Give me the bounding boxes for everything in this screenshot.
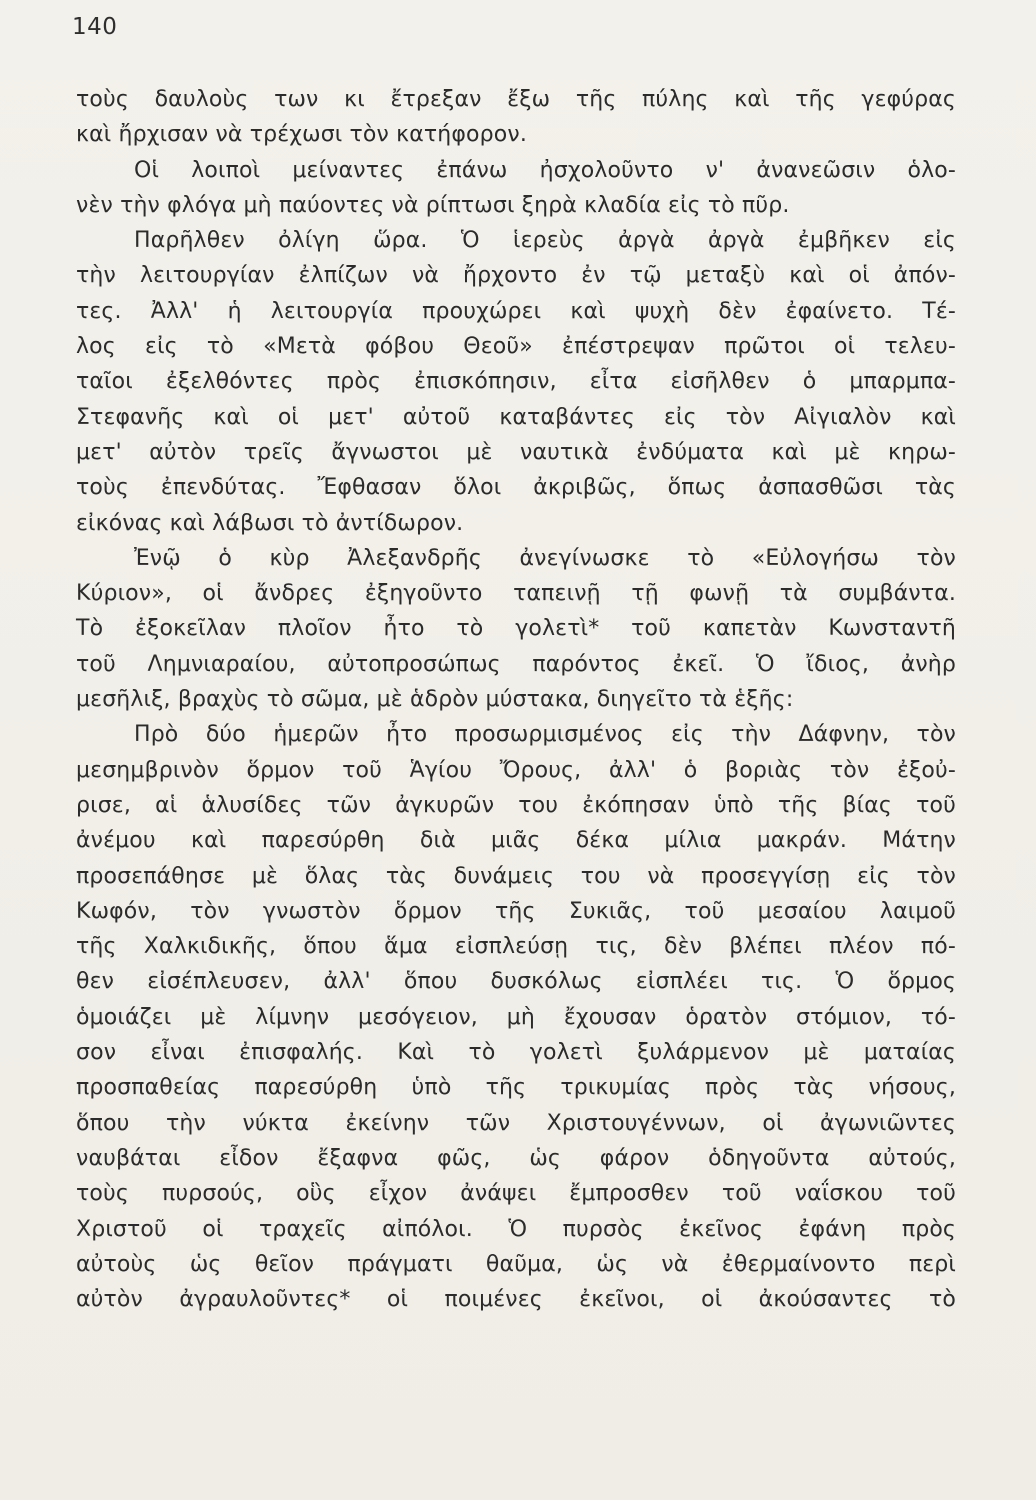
text-line: τῆς Χαλκιδικῆς, ὅπου ἅμα εἰσπλεύσῃ τις, δὲν βλέπει πλέον πό- [76,934,956,960]
text-line: Ἐνῷ ὁ κὺρ Ἀλεξανδρῆς ἀνεγίνωσκε τὸ «Εὐλογήσω τὸν [134,545,956,571]
text-line: Χριστοῦ οἱ τραχεῖς αἰπόλοι. Ὁ πυρσὸς ἐκεῖνος ἐφάνη πρὸς [76,1216,956,1242]
text-line: Οἱ λοιποὶ μείναντες ἐπάνω ἠσχολοῦντο ν' ἀνανεῶσιν ὁλο- [134,157,956,183]
text-line: ναυβάται εἶδον ἔξαφνα φῶς, ὡς φάρον ὁδηγοῦντα αὐτούς, [76,1145,956,1171]
text-line: τοῦ Λημνιαραίου, αὐτοπροσώπως παρόντος ἐκεῖ. Ὁ ἴδιος, ἀνὴρ [76,651,956,677]
text-line: λος εἰς τὸ «Μετὰ φόβου Θεοῦ» ἐπέστρεψαν πρῶτοι οἱ τελευ- [76,334,956,360]
page-number: 140 [72,14,118,40]
text-line: εἰκόνας καὶ λάβωσι τὸ ἀντίδωρον. [76,510,464,536]
text-line: καὶ ἤρχισαν νὰ τρέχωσι τὸν κατήφορον. [76,122,527,148]
body-text [76,82,956,1317]
text-line: τες. Ἀλλ' ἡ λειτουργία προυχώρει καὶ ψυχὴ δὲν ἐφαίνετο. Τέ- [76,298,956,324]
text-line: τοὺς πυρσούς, οὓς εἶχον ἀνάψει ἔμπροσθεν τοῦ ναΐσκου τοῦ [76,1181,956,1207]
text-line: Τὸ ἐξοκεῖλαν πλοῖον ἦτο τὸ γολετὶ* τοῦ καπετὰν Κωνσταντῆ [76,616,956,642]
text-line: τὴν λειτουργίαν ἐλπίζων νὰ ἤρχοντο ἐν τῷ μεταξὺ καὶ οἱ ἀπόν- [76,263,956,289]
text-line: ἀνέμου καὶ παρεσύρθη διὰ μιᾶς δέκα μίλια μακράν. Μάτην [76,828,956,854]
text-line: τοὺς ἐπενδύτας. Ἔφθασαν ὅλοι ἀκριβῶς, ὅπως ἀσπασθῶσι τὰς [76,475,956,501]
text-line: αὐτοὺς ὡς θεῖον πράγματι θαῦμα, ὡς νὰ ἐθερμαίνοντο περὶ [76,1251,956,1277]
text-line: σον εἶναι ἐπισφαλής. Καὶ τὸ γολετὶ ξυλάρμενον μὲ ματαίας [76,1040,956,1066]
text-line: μεσῆλιξ, βραχὺς τὸ σῶμα, μὲ ἁδρὸν μύστακα, διηγεῖτο τὰ ἑξῆς: [76,687,794,713]
text-line: αὐτὸν ἀγραυλοῦντες* οἱ ποιμένες ἐκεῖνοι, οἱ ἀκούσαντες τὸ [76,1287,956,1313]
text-line: ταῖοι ἐξελθόντες πρὸς ἐπισκόπησιν, εἶτα εἰσῆλθεν ὁ μπαρμπα- [76,369,956,395]
text-line: ὅπου τὴν νύκτα ἐκείνην τῶν Χριστουγέννων, οἱ ἀγωνιῶντες [76,1110,956,1136]
text-line: θεν εἰσέπλευσεν, ἀλλ' ὅπου δυσκόλως εἰσπλέει τις. Ὁ ὅρμος [76,969,956,995]
text-line: ὁμοιάζει μὲ λίμνην μεσόγειον, μὴ ἔχουσαν ὁρατὸν στόμιον, τό- [76,1004,956,1030]
text-line: μετ' αὐτὸν τρεῖς ἄγνωστοι μὲ ναυτικὰ ἐνδύματα καὶ μὲ κηρω- [76,439,956,465]
text-line: Κύριον», οἱ ἄνδρες ἐξηγοῦντο ταπεινῇ τῇ φωνῇ τὰ συμβάντα. [76,581,956,607]
text-line: Στεφανῆς καὶ οἱ μετ' αὐτοῦ καταβάντες εἰς τὸν Αἰγιαλὸν καὶ [76,404,956,430]
text-line: νὲν τὴν φλόγα μὴ παύοντες νὰ ρίπτωσι ξηρὰ κλαδία εἰς τὸ πῦρ. [76,192,790,218]
text-line: μεσημβρινὸν ὅρμον τοῦ Ἁγίου Ὄρους, ἀλλ' ὁ βοριὰς τὸν ἐξοὐ- [76,757,956,783]
text-line: ρισε, αἱ ἁλυσίδες τῶν ἀγκυρῶν του ἐκόπησαν ὑπὸ τῆς βίας τοῦ [76,792,956,818]
text-line: προσπαθείας παρεσύρθη ὑπὸ τῆς τρικυμίας πρὸς τὰς νήσους, [76,1075,956,1101]
text-line: Πρὸ δύο ἡμερῶν ἦτο προσωρμισμένος εἰς τὴν Δάφνην, τὸν [134,722,956,748]
text-line: Παρῆλθεν ὀλίγη ὥρα. Ὁ ἱερεὺς ἀργὰ ἀργὰ ἐμβῆκεν εἰς [134,228,956,254]
text-line: Κωφόν, τὸν γνωστὸν ὅρμον τῆς Συκιᾶς, τοῦ μεσαίου λαιμοῦ [76,898,956,924]
text-line: τοὺς δαυλοὺς των κι ἔτρεξαν ἔξω τῆς πύλης καὶ τῆς γεφύρας [76,87,956,112]
text-line: προσεπάθησε μὲ ὅλας τὰς δυνάμεις του νὰ προσεγγίσῃ εἰς τὸν [76,863,956,889]
